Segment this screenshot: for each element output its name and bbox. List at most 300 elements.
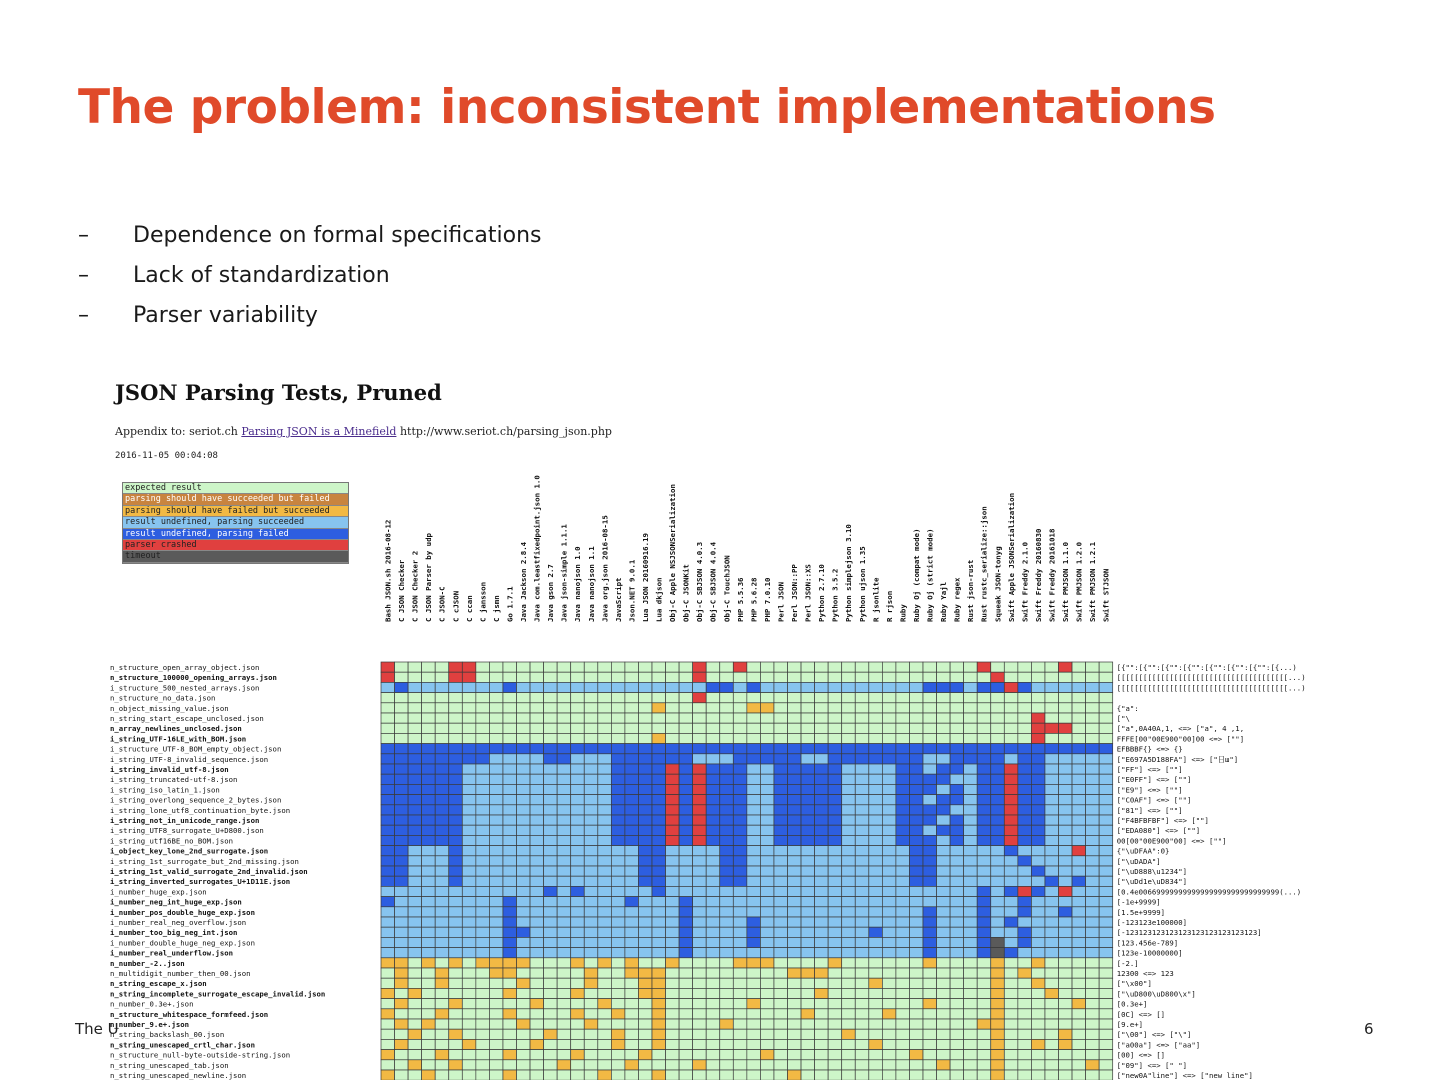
result-cell	[923, 693, 937, 703]
result-cell	[408, 1009, 422, 1019]
result-cell	[869, 846, 883, 856]
result-cell	[733, 968, 747, 978]
result-cell	[395, 968, 409, 978]
result-cell	[395, 1060, 409, 1070]
result-cell	[950, 784, 964, 794]
result-cell	[666, 744, 680, 754]
result-cell	[422, 693, 436, 703]
result-cell	[1018, 958, 1032, 968]
result-cell	[625, 1039, 639, 1049]
result-cell	[503, 693, 517, 703]
result-cell	[557, 1050, 571, 1060]
result-cell	[855, 968, 869, 978]
legend-item: expected result	[123, 483, 348, 494]
result-cell	[1045, 1039, 1059, 1049]
result-cell	[991, 693, 1005, 703]
result-cell	[381, 662, 395, 672]
result-cell	[964, 1050, 978, 1060]
result-cell	[882, 1060, 896, 1070]
result-cell	[909, 744, 923, 754]
result-cell	[544, 907, 558, 917]
result-cell	[435, 1009, 449, 1019]
result-cell	[909, 876, 923, 886]
parser-column-header: Java json-simple 1.1.1	[559, 524, 569, 622]
result-cell	[435, 948, 449, 958]
result-cell	[1018, 1050, 1032, 1060]
result-cell	[842, 856, 856, 866]
result-cell	[950, 1070, 964, 1080]
result-cell	[435, 733, 449, 743]
result-cell	[1059, 774, 1073, 784]
result-cell	[720, 917, 734, 927]
result-cell	[544, 999, 558, 1009]
result-cell	[598, 703, 612, 713]
result-cell	[1059, 754, 1073, 764]
result-cell	[598, 958, 612, 968]
result-cell	[1072, 733, 1086, 743]
result-cell	[842, 764, 856, 774]
result-cell	[1099, 1050, 1113, 1060]
test-result-label: [9.e+]	[1116, 1020, 1144, 1029]
result-cell	[1059, 744, 1073, 754]
result-cell	[882, 907, 896, 917]
result-cell	[774, 693, 788, 703]
parser-column-header: Obj-C TouchJSON	[722, 555, 732, 622]
result-cell	[693, 937, 707, 947]
result-cell	[774, 937, 788, 947]
result-cell	[950, 1050, 964, 1060]
result-cell	[977, 897, 991, 907]
test-name-label: n_string_start_escape_unclosed.json	[110, 714, 264, 723]
result-cell	[1018, 1060, 1032, 1070]
result-cell	[517, 744, 531, 754]
result-cell	[1018, 866, 1032, 876]
result-cell	[422, 988, 436, 998]
result-cell	[706, 907, 720, 917]
result-cell	[557, 672, 571, 682]
result-cell	[1059, 784, 1073, 794]
result-cell	[788, 1060, 802, 1070]
result-cell	[530, 733, 544, 743]
result-cell	[869, 856, 883, 866]
result-cell	[1099, 774, 1113, 784]
result-cell	[909, 856, 923, 866]
result-cell	[435, 713, 449, 723]
result-cell	[991, 835, 1005, 845]
result-cell	[760, 662, 774, 672]
result-cell	[896, 1039, 910, 1049]
result-cell	[489, 907, 503, 917]
result-cell	[408, 733, 422, 743]
test-result-label: ["\uDADA"]	[1116, 856, 1161, 866]
result-cell	[896, 835, 910, 845]
result-cell	[422, 805, 436, 815]
result-cell	[544, 744, 558, 754]
result-cell	[395, 866, 409, 876]
result-cell	[774, 815, 788, 825]
result-cell	[381, 713, 395, 723]
result-cell	[706, 815, 720, 825]
result-cell	[1072, 805, 1086, 815]
result-cell	[666, 1070, 680, 1080]
result-cell	[679, 764, 693, 774]
result-cell	[760, 693, 774, 703]
result-cell	[652, 774, 666, 784]
result-cell	[1045, 927, 1059, 937]
result-cell	[950, 764, 964, 774]
result-cell	[693, 968, 707, 978]
result-cell	[706, 988, 720, 998]
result-cell	[1004, 805, 1018, 815]
result-cell	[801, 1019, 815, 1029]
result-cell	[1072, 693, 1086, 703]
result-cell	[869, 1050, 883, 1060]
result-cell	[1086, 682, 1100, 692]
result-cell	[991, 723, 1005, 733]
parser-column-header: Rust json-rust	[966, 559, 976, 622]
result-cell	[693, 662, 707, 672]
result-cell	[584, 784, 598, 794]
result-cell	[584, 754, 598, 764]
result-cell	[476, 693, 490, 703]
result-cell	[462, 968, 476, 978]
result-cell	[828, 662, 842, 672]
result-cell	[706, 1019, 720, 1029]
result-cell	[801, 754, 815, 764]
result-cell	[1059, 795, 1073, 805]
result-cell	[828, 1060, 842, 1070]
result-cell	[1086, 866, 1100, 876]
result-cell	[625, 693, 639, 703]
result-cell	[950, 1029, 964, 1039]
result-cell	[788, 754, 802, 764]
result-cell	[977, 774, 991, 784]
result-cell	[408, 774, 422, 784]
result-cell	[1045, 1009, 1059, 1019]
result-cell	[1045, 1060, 1059, 1070]
result-cell	[395, 978, 409, 988]
result-cell	[896, 703, 910, 713]
result-cell	[760, 733, 774, 743]
test-name-label: n_structure_no_data.json	[110, 693, 216, 703]
result-cell	[815, 713, 829, 723]
result-cell	[557, 907, 571, 917]
result-cell	[462, 927, 476, 937]
result-cell	[991, 856, 1005, 866]
parser-column-header: C JSON Parser by udp	[424, 533, 434, 622]
result-cell	[950, 937, 964, 947]
result-cell	[611, 1029, 625, 1039]
result-cell	[422, 897, 436, 907]
result-cell	[666, 723, 680, 733]
result-cell	[625, 948, 639, 958]
result-cell	[815, 866, 829, 876]
result-cell	[937, 876, 951, 886]
result-cell	[842, 978, 856, 988]
result-cell	[395, 815, 409, 825]
result-cell	[923, 1060, 937, 1070]
result-cell	[801, 682, 815, 692]
test-result-label: {"a":	[1116, 703, 1139, 713]
result-cell	[788, 1009, 802, 1019]
result-cell	[950, 1009, 964, 1019]
result-cell	[693, 744, 707, 754]
result-cell	[503, 907, 517, 917]
result-cell	[909, 805, 923, 815]
result-cell	[801, 856, 815, 866]
result-cell	[1031, 1019, 1045, 1029]
result-cell	[828, 856, 842, 866]
result-cell	[964, 713, 978, 723]
figure-appendix	[115, 425, 612, 438]
result-cell	[598, 978, 612, 988]
result-cell	[638, 662, 652, 672]
result-cell	[408, 1070, 422, 1080]
result-cell	[896, 1009, 910, 1019]
test-name-label: i_string_overlong_sequence_2_bytes.json	[110, 795, 282, 805]
result-cell	[381, 866, 395, 876]
result-cell	[896, 927, 910, 937]
result-cell	[747, 907, 761, 917]
result-cell	[666, 978, 680, 988]
result-cell	[422, 958, 436, 968]
result-cell	[503, 1060, 517, 1070]
result-cell	[815, 784, 829, 794]
result-cell	[1018, 907, 1032, 917]
test-result-label: [-123123123123123123123123123123]	[1116, 928, 1262, 938]
result-cell	[1072, 907, 1086, 917]
result-cell	[896, 1050, 910, 1060]
result-cell	[611, 968, 625, 978]
result-cell	[557, 968, 571, 978]
result-cell	[1018, 948, 1032, 958]
result-cell	[720, 978, 734, 988]
test-result-label: ["E9"] <=> [""]	[1116, 785, 1183, 795]
result-cell	[720, 948, 734, 958]
result-cell	[462, 703, 476, 713]
result-cell	[530, 835, 544, 845]
result-cell	[666, 948, 680, 958]
result-cell	[584, 968, 598, 978]
result-cell	[544, 784, 558, 794]
result-cell	[422, 825, 436, 835]
result-cell	[760, 764, 774, 774]
result-cell	[733, 733, 747, 743]
result-cell	[571, 662, 585, 672]
result-cell	[1072, 1039, 1086, 1049]
result-cell	[476, 1019, 490, 1029]
result-cell	[828, 1050, 842, 1060]
result-cell	[449, 795, 463, 805]
result-cell	[435, 1050, 449, 1060]
result-cell	[720, 784, 734, 794]
result-cell	[611, 937, 625, 947]
result-cell	[679, 795, 693, 805]
result-cell	[666, 825, 680, 835]
result-cell	[977, 876, 991, 886]
result-cell	[1086, 764, 1100, 774]
result-cell	[381, 988, 395, 998]
result-cell	[530, 978, 544, 988]
result-cell	[557, 703, 571, 713]
result-cell	[625, 672, 639, 682]
result-cell	[950, 948, 964, 958]
parser-column-header: Ruby Oj (compat mode)	[911, 528, 921, 622]
result-cell	[517, 927, 531, 937]
result-cell	[666, 876, 680, 886]
result-cell	[652, 937, 666, 947]
result-cell	[449, 754, 463, 764]
result-cell	[395, 948, 409, 958]
result-cell	[503, 958, 517, 968]
result-cell	[774, 1039, 788, 1049]
result-cell	[517, 1009, 531, 1019]
test-result-label: ["E697A5D188FA"] <=> ["日ш"]	[1116, 754, 1239, 764]
result-cell	[733, 897, 747, 907]
result-cell	[1004, 886, 1018, 896]
result-cell	[896, 917, 910, 927]
result-cell	[1099, 733, 1113, 743]
result-cell	[720, 835, 734, 845]
result-cell	[652, 1050, 666, 1060]
result-cell	[896, 978, 910, 988]
parser-column-header: PHP 7.0.10	[762, 577, 772, 622]
parser-column-header: Go 1.7.1	[505, 586, 515, 622]
result-cell	[611, 907, 625, 917]
result-cell	[435, 876, 449, 886]
result-cell	[557, 927, 571, 937]
result-cell	[462, 917, 476, 927]
result-cell	[476, 682, 490, 692]
result-cell	[896, 693, 910, 703]
result-cell	[747, 927, 761, 937]
result-cell	[1059, 682, 1073, 692]
result-cell	[774, 682, 788, 692]
result-cell	[991, 1070, 1005, 1080]
result-cell	[869, 917, 883, 927]
result-cell	[1045, 835, 1059, 845]
result-cell	[557, 774, 571, 784]
result-cell	[679, 805, 693, 815]
result-cell	[1018, 825, 1032, 835]
result-cell	[923, 999, 937, 1009]
result-cell	[760, 1009, 774, 1019]
result-cell	[801, 1009, 815, 1019]
result-cell	[435, 693, 449, 703]
result-cell	[1031, 907, 1045, 917]
result-cell	[422, 723, 436, 733]
result-cell	[1018, 846, 1032, 856]
result-cell	[1004, 1009, 1018, 1019]
result-cell	[991, 866, 1005, 876]
result-cell	[1018, 856, 1032, 866]
result-cell	[449, 774, 463, 784]
result-cell	[489, 1060, 503, 1070]
result-cell	[706, 723, 720, 733]
result-cell	[489, 927, 503, 937]
result-cell	[652, 662, 666, 672]
parser-column-header: Obj-C SBJSON 4.0.3	[695, 541, 705, 622]
result-cell	[395, 733, 409, 743]
result-cell	[937, 672, 951, 682]
result-cell	[842, 999, 856, 1009]
result-cell	[544, 703, 558, 713]
result-cell	[869, 672, 883, 682]
result-cell	[1031, 958, 1045, 968]
result-cell	[517, 1039, 531, 1049]
test-result-label: ["a",0A40A,1, <=> ["a", 4 ,1,	[1116, 724, 1245, 734]
result-cell	[991, 815, 1005, 825]
result-cell	[625, 825, 639, 835]
result-cell	[977, 917, 991, 927]
result-cell	[1045, 876, 1059, 886]
result-cell	[462, 723, 476, 733]
result-cell	[598, 846, 612, 856]
result-cell	[869, 999, 883, 1009]
result-cell	[747, 713, 761, 723]
appendix-link[interactable]: Parsing JSON is a Minefield	[241, 425, 397, 438]
result-cell	[381, 754, 395, 764]
result-cell	[611, 744, 625, 754]
result-cell	[462, 999, 476, 1009]
result-cell	[489, 805, 503, 815]
result-cell	[693, 723, 707, 733]
result-cell	[435, 907, 449, 917]
result-cell	[882, 1039, 896, 1049]
result-cell	[584, 764, 598, 774]
result-cell	[788, 805, 802, 815]
result-cell	[882, 927, 896, 937]
result-cell	[747, 764, 761, 774]
result-cell	[991, 795, 1005, 805]
result-cell	[462, 846, 476, 856]
result-cell	[801, 948, 815, 958]
result-cell	[923, 835, 937, 845]
result-cell	[1072, 744, 1086, 754]
result-cell	[652, 968, 666, 978]
test-result-label: [00] <=> []	[1116, 1050, 1166, 1060]
result-cell	[706, 733, 720, 743]
result-cell	[977, 886, 991, 896]
result-cell	[611, 1019, 625, 1029]
result-cell	[733, 825, 747, 835]
result-cell	[571, 825, 585, 835]
result-cell	[517, 917, 531, 927]
result-cell	[991, 948, 1005, 958]
result-cell	[517, 713, 531, 723]
result-cell	[788, 672, 802, 682]
result-cell	[964, 764, 978, 774]
result-cell	[747, 866, 761, 876]
result-cell	[991, 805, 1005, 815]
result-cell	[557, 1009, 571, 1019]
result-cell	[584, 978, 598, 988]
result-cell	[571, 1039, 585, 1049]
result-cell	[828, 744, 842, 754]
result-cell	[1045, 1070, 1059, 1080]
result-cell	[544, 927, 558, 937]
result-cell	[869, 1070, 883, 1080]
result-cell	[489, 713, 503, 723]
result-cell	[909, 999, 923, 1009]
parser-column-header: Python 2.7.10	[817, 564, 827, 622]
result-cell	[896, 999, 910, 1009]
result-cell	[1045, 866, 1059, 876]
result-cell	[1004, 703, 1018, 713]
result-cell	[855, 1070, 869, 1080]
result-cell	[855, 978, 869, 988]
result-cell	[706, 703, 720, 713]
